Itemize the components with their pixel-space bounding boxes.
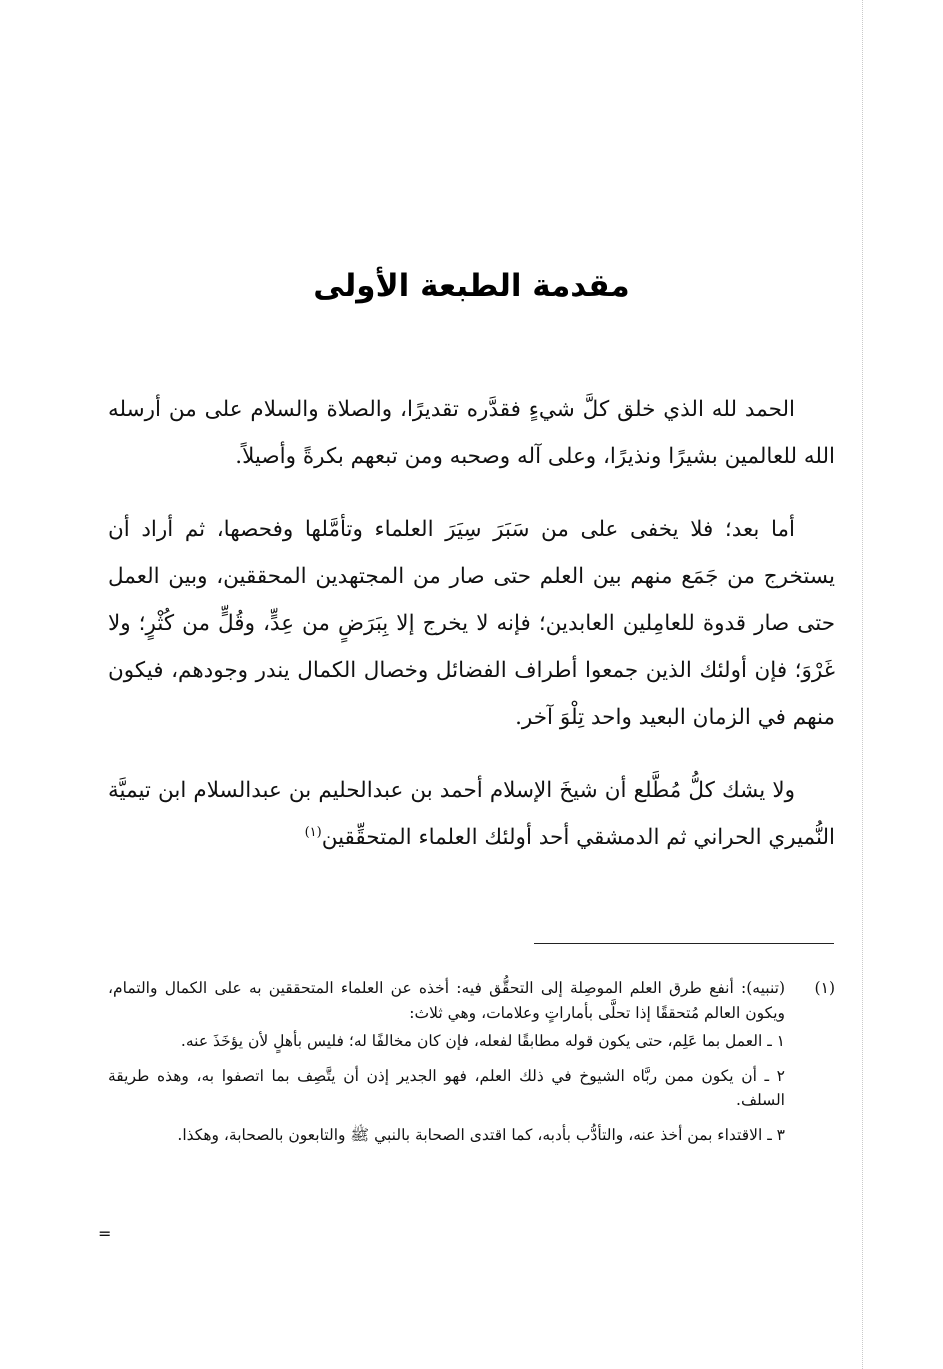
- footnote-continuation-mark: =: [98, 1224, 112, 1243]
- footnote-marker: (١): [814, 979, 835, 997]
- footnote-list-item: ١ ـ العمل بما عَلِم، حتى يكون قوله مطابقًا لفعله، فإن كان مخالفًا له؛ فليس بأهلٍ لأن يؤخَذَ عنه.: [180, 1032, 785, 1050]
- footnote-list-item: ٢ ـ أن يكون ممن ربَّاه الشيوخ في ذلك العلم، فهو الجدير إذن أن يتَّصِف بما اتصفوا به، وهذه طريقة السلف.: [108, 1066, 785, 1109]
- body-text: [108, 386, 835, 887]
- paragraph-3-text: ولا يشك كلُّ مُطَّلع أن شيخَ الإسلام أحمد بن عبدالحليم بن عبدالسلام ابن تيميَّة النُّميري الحراني ثم الدمشقي أحد أولئك العلماء المتحقِّقين: [108, 778, 835, 850]
- paragraph-2: أما بعد؛ فلا يخفى على من سَبَرَ سِيَرَ العلماء وتأمَّلها وفحصها، ثم أراد أن يستخرج من جَمَع منهم بين العلم حتى صار من المجتهدين المحققين، وبين العمل حتى صار قدوة للعامِلين العابدين؛ فإنه لا يخرج إلا بِبَرَضٍ من عِدٍّ، وقُلٍّ من كُثْرٍ؛ ولا غَرْوَ؛ فإن أولئك الذين جمعوا أطراف الفضائل وخصال الكمال يندر وجودهم، فيكون منهم في الزمان البعيد واحد تِلْوَ آخر.: [108, 517, 835, 730]
- paragraph-1: الحمد لله الذي خلق كلَّ شيءٍ فقدَّره تقديرًا، والصلاة والسلام على من أرسله الله للعالمين بشيرًا ونذيرًا، وعلى آله وصحبه ومن تبعهم بكرةً وأصيلاً.: [108, 397, 835, 469]
- page-title: مقدمة الطبعة الأولى: [313, 268, 630, 304]
- footnote-list: [108, 1029, 835, 1147]
- footnote-1: [108, 976, 835, 1025]
- footnote-reference[interactable]: (١): [304, 824, 322, 840]
- footnote-list-item: ٣ ـ الاقتداء بمن أخذ عنه، والتأدُّب بأدبه، كما اقتدى الصحابة بالنبي ﷺ والتابعون بالصحابة، وهكذا.: [177, 1125, 785, 1144]
- paragraph-3: [108, 767, 835, 861]
- footnote-section: [108, 976, 835, 1157]
- footnote-divider: [534, 943, 834, 944]
- footnote-intro-text: (تنبيه): أنفع طرق العلم الموصِلة إلى التحقُّق فيه: أخذه عن العلماء المتحققين به على الكمال والتمام، ويكون العالم مُتحققًا إذا تحلَّى بأماراتٍ وعلامات، وهي ثلاث:: [108, 979, 785, 1022]
- scan-edge-line: [862, 0, 863, 1369]
